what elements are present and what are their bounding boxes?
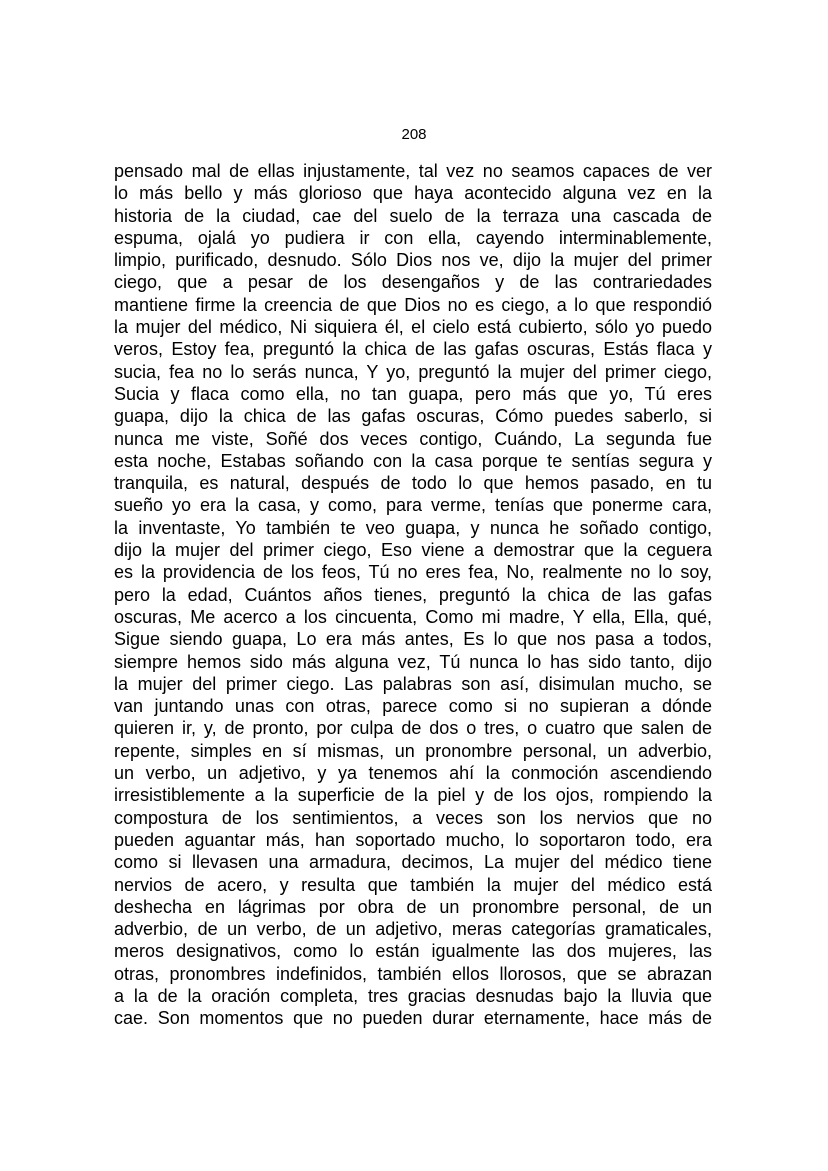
text-line-35: adverbio, de un verbo, de un adjetivo, meras categorías gramaticales, bbox=[114, 919, 712, 940]
text-line-13: nunca me viste, Soñé dos veces contigo, Cuándo, La segunda fue bbox=[114, 428, 712, 449]
text-line-36: meros designativos, como lo están igualmente las dos mujeres, las bbox=[114, 941, 712, 962]
text-line-7: mantiene firme la creencia de que Dios no es ciego, a lo que respondió bbox=[114, 294, 712, 315]
text-line-8: la mujer del médico, Ni siquiera él, el cielo está cubierto, sólo yo puedo bbox=[114, 317, 712, 338]
text-line-28: un verbo, un adjetivo, y ya tenemos ahí la conmoción ascendiendo bbox=[114, 763, 712, 784]
text-line-10: sucia, fea no lo serás nunca, Y yo, preguntó la mujer del primer ciego, bbox=[114, 361, 712, 382]
text-line-27: repente, simples en sí mismas, un pronombre personal, un adverbio, bbox=[114, 740, 712, 761]
text-line-38: a la de la oración completa, tres gracias desnudas bajo la lluvia que bbox=[114, 985, 712, 1006]
text-line-5: limpio, purificado, desnudo. Sólo Dios nos ve, dijo la mujer del primer bbox=[114, 250, 712, 271]
text-line-33: nervios de acero, y resulta que también la mujer del médico está bbox=[114, 874, 712, 895]
text-line-19: es la providencia de los feos, Tú no eres fea, No, realmente no lo soy, bbox=[114, 562, 712, 583]
text-line-37: otras, pronombres indefinidos, también ellos llorosos, que se abrazan bbox=[114, 963, 712, 984]
text-line-22: Sigue siendo guapa, Lo era más antes, Es lo que nos pasa a todos, bbox=[114, 629, 712, 650]
text-line-25: van juntando unas con otras, parece como si no supieran a dónde bbox=[114, 696, 712, 717]
text-line-6: ciego, que a pesar de los desengaños y de las contrariedades bbox=[114, 272, 712, 293]
text-line-34: deshecha en lágrimas por obra de un pronombre personal, de un bbox=[114, 896, 712, 917]
body-text bbox=[114, 160, 712, 1030]
page-number: 208 bbox=[401, 126, 427, 143]
text-line-23: siempre hemos sido más alguna vez, Tú nunca lo has sido tanto, dijo bbox=[114, 651, 712, 672]
text-line-18: dijo la mujer del primer ciego, Eso viene a demostrar que la ceguera bbox=[114, 540, 712, 561]
text-line-1: pensado mal de ellas injustamente, tal vez no seamos capaces de ver bbox=[114, 161, 712, 181]
text-line-12: guapa, dijo la chica de las gafas oscuras, Cómo puedes saberlo, si bbox=[114, 406, 712, 427]
text-line-4: espuma, ojalá yo pudiera ir con ella, cayendo interminablemente, bbox=[114, 227, 712, 248]
text-line-20: pero la edad, Cuántos años tienes, preguntó la chica de las gafas bbox=[114, 584, 712, 605]
text-line-2: lo más bello y más glorioso que haya acontecido alguna vez en la bbox=[114, 183, 712, 204]
text-line-17: la inventaste, Yo también te veo guapa, y nunca he soñado contigo, bbox=[114, 517, 712, 538]
text-line-11: Sucia y flaca como ella, no tan guapa, pero más que yo, Tú eres bbox=[114, 383, 712, 404]
text-line-24: la mujer del primer ciego. Las palabras son así, disimulan mucho, se bbox=[114, 673, 712, 694]
text-line-39: cae. Son momentos que no pueden durar eternamente, hace más de bbox=[114, 1008, 712, 1029]
text-line-31: pueden aguantar más, han soportado mucho, lo soportaron todo, era bbox=[114, 829, 712, 850]
text-line-15: tranquila, es natural, después de todo lo que hemos pasado, en tu bbox=[114, 473, 712, 494]
text-line-14: esta noche, Estabas soñando con la casa porque te sentías segura y bbox=[114, 450, 712, 471]
text-line-16: sueño yo era la casa, y como, para verme, tenías que ponerme cara, bbox=[114, 495, 712, 516]
text-line-21: oscuras, Me acerco a los cincuenta, Como mi madre, Y ella, Ella, qué, bbox=[114, 606, 712, 627]
text-line-3: historia de la ciudad, cae del suelo de la terraza una cascada de bbox=[114, 205, 712, 226]
text-line-9: veros, Estoy fea, preguntó la chica de las gafas oscuras, Estás flaca y bbox=[114, 339, 712, 360]
text-line-29: irresistiblemente a la superficie de la piel y de los ojos, rompiendo la bbox=[114, 785, 712, 806]
text-line-26: quieren ir, y, de pronto, por culpa de dos o tres, o cuatro que salen de bbox=[114, 718, 712, 739]
text-line-32: como si llevasen una armadura, decimos, La mujer del médico tiene bbox=[114, 852, 712, 873]
text-line-30: compostura de los sentimientos, a veces son los nervios que no bbox=[114, 807, 712, 828]
